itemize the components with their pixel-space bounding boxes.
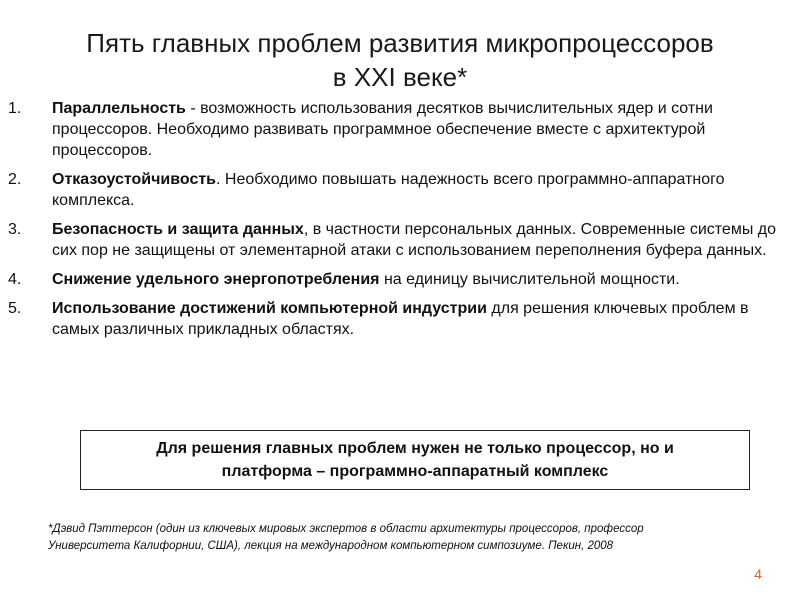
item-description: для решения ключевых проблем в самых различных прикладных областях.: [52, 300, 749, 338]
item-number: 5.: [8, 300, 22, 317]
list-item: [8, 219, 778, 261]
slide-title: [0, 26, 800, 94]
conclusion-line-2: платформа – программно-аппаратный комплекс: [221, 463, 609, 480]
item-text: [52, 269, 778, 290]
item-text: [52, 169, 778, 211]
item-bold-term: Снижение удельного энергопотребления: [52, 271, 380, 288]
problem-list: [8, 98, 778, 348]
slide-title-line-2: в XXI веке*: [332, 62, 468, 92]
item-bold-term: Безопасность и защита данных: [52, 221, 304, 238]
item-text: [52, 219, 778, 261]
page-number: 4: [754, 566, 762, 582]
item-description: . Необходимо повышать надежность всего программно-аппаратного комплекса.: [52, 171, 725, 209]
item-text: [52, 298, 778, 340]
conclusion-box: [80, 430, 750, 490]
list-item: [8, 169, 778, 211]
footnote-line-1: *Дэвид Пэттерсон (один из ключевых мировых экспертов в области архитектуры процессоров, профессор: [48, 523, 644, 535]
item-number: 2.: [8, 171, 22, 188]
list-item: [8, 298, 778, 340]
item-description: - возможность использования десятков вычислительных ядер и сотни процессоров. Необходимо развивать программное обеспечение вместе с архитектурой процессоров.: [52, 100, 713, 159]
footnote: [48, 521, 748, 555]
item-bold-term: Использование достижений компьютерной индустрии: [52, 300, 487, 317]
item-number: 1.: [8, 100, 22, 117]
item-number: 3.: [8, 221, 22, 238]
item-number: 4.: [8, 271, 22, 288]
item-description: на единицу вычислительной мощности.: [379, 271, 680, 288]
footnote-line-2: Университета Калифорнии, США), лекция на международном компьютерном симпозиуме. Пекин, 2008: [48, 540, 614, 552]
item-text: [52, 98, 778, 161]
conclusion-line-1: Для решения главных проблем нужен не только процессор, но и: [156, 440, 674, 457]
slide-title-line-1: Пять главных проблем развития микропроцессоров: [86, 28, 714, 58]
item-bold-term: Параллельность: [52, 100, 186, 117]
item-description: , в частности персональных данных. Современные системы до сих пор не защищены от элементарной атаки с использованием переполнения буфера данных.: [52, 221, 777, 259]
list-item: [8, 269, 778, 290]
item-bold-term: Отказоустойчивость: [52, 171, 217, 188]
list-item: [8, 98, 778, 161]
